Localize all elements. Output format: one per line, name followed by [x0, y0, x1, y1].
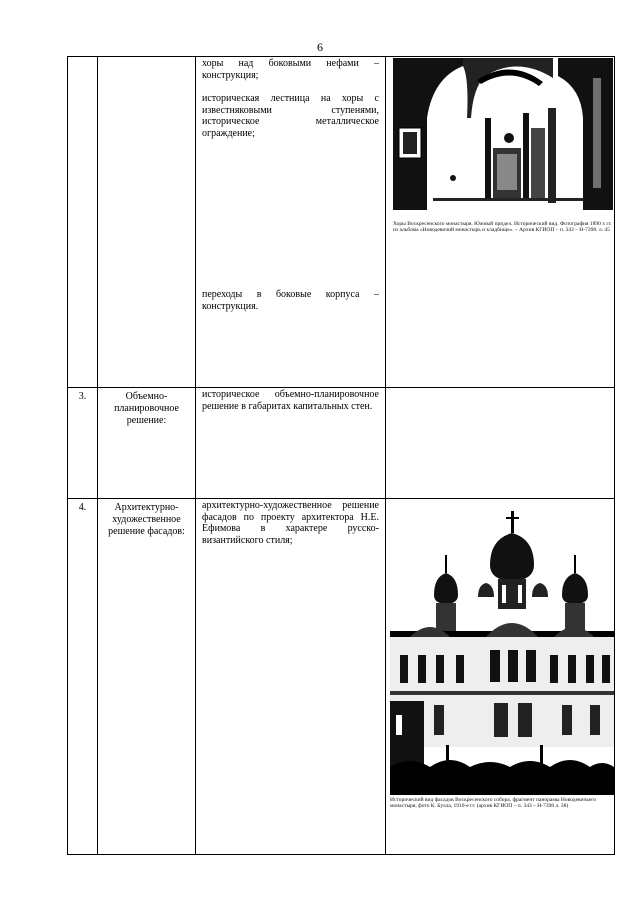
choir-interior-photo	[393, 58, 613, 210]
cathedral-facade-photo	[390, 505, 614, 795]
table-row	[68, 57, 615, 388]
description-item: переходы в боковые корпуса – конструкция.	[202, 289, 379, 312]
description-item: хоры над боковыми нефами – конструкция;	[202, 58, 379, 81]
row-name: Объемно-планировочное решение:	[98, 388, 196, 499]
description-item: историческое объемно-планировочное решение в габаритах капитальных стен.	[202, 389, 379, 412]
protected-features-table	[67, 56, 615, 855]
page-number: 6	[317, 40, 323, 54]
row-photo-cell	[386, 57, 615, 388]
row-photo-cell	[386, 499, 615, 855]
description-item: архитектурно-художественное решение фасадов по проекту архитектора Н.Е. Ефимова в характере русско-византийского стиля;	[202, 500, 379, 546]
row-number	[68, 57, 98, 388]
row-number: 4.	[68, 499, 98, 855]
table-row	[68, 388, 615, 499]
row-photo-cell	[386, 388, 615, 499]
description-item: историческая лестница на хоры с известняковыми ступенями, историческое металлическое ограждение;	[202, 93, 379, 139]
row-description	[196, 499, 386, 855]
row-name: Архитектурно-художественное решение фасадов:	[98, 499, 196, 855]
row-description	[196, 388, 386, 499]
row-number: 3.	[68, 388, 98, 499]
table-row	[68, 499, 615, 855]
photo-caption: Хоры Воскресенского монастыря. Южный придел. Исторический вид. Фотография 1890 х гг. из альбома «Новодевичий монастырь и кладбище». – Архив КГИОП – п. 343 – Н-7398. л. 45	[393, 221, 612, 234]
photo-caption: Исторический вид фасадов Воскресенского собора, фрагмент панорамы Новодевичьего монастыря, фото К. Булла, 1910-е гг. (архив КГИОП – п. 343 – Н-7398 л. 38)	[390, 797, 597, 810]
row-name	[98, 57, 196, 388]
row-description	[196, 57, 386, 388]
